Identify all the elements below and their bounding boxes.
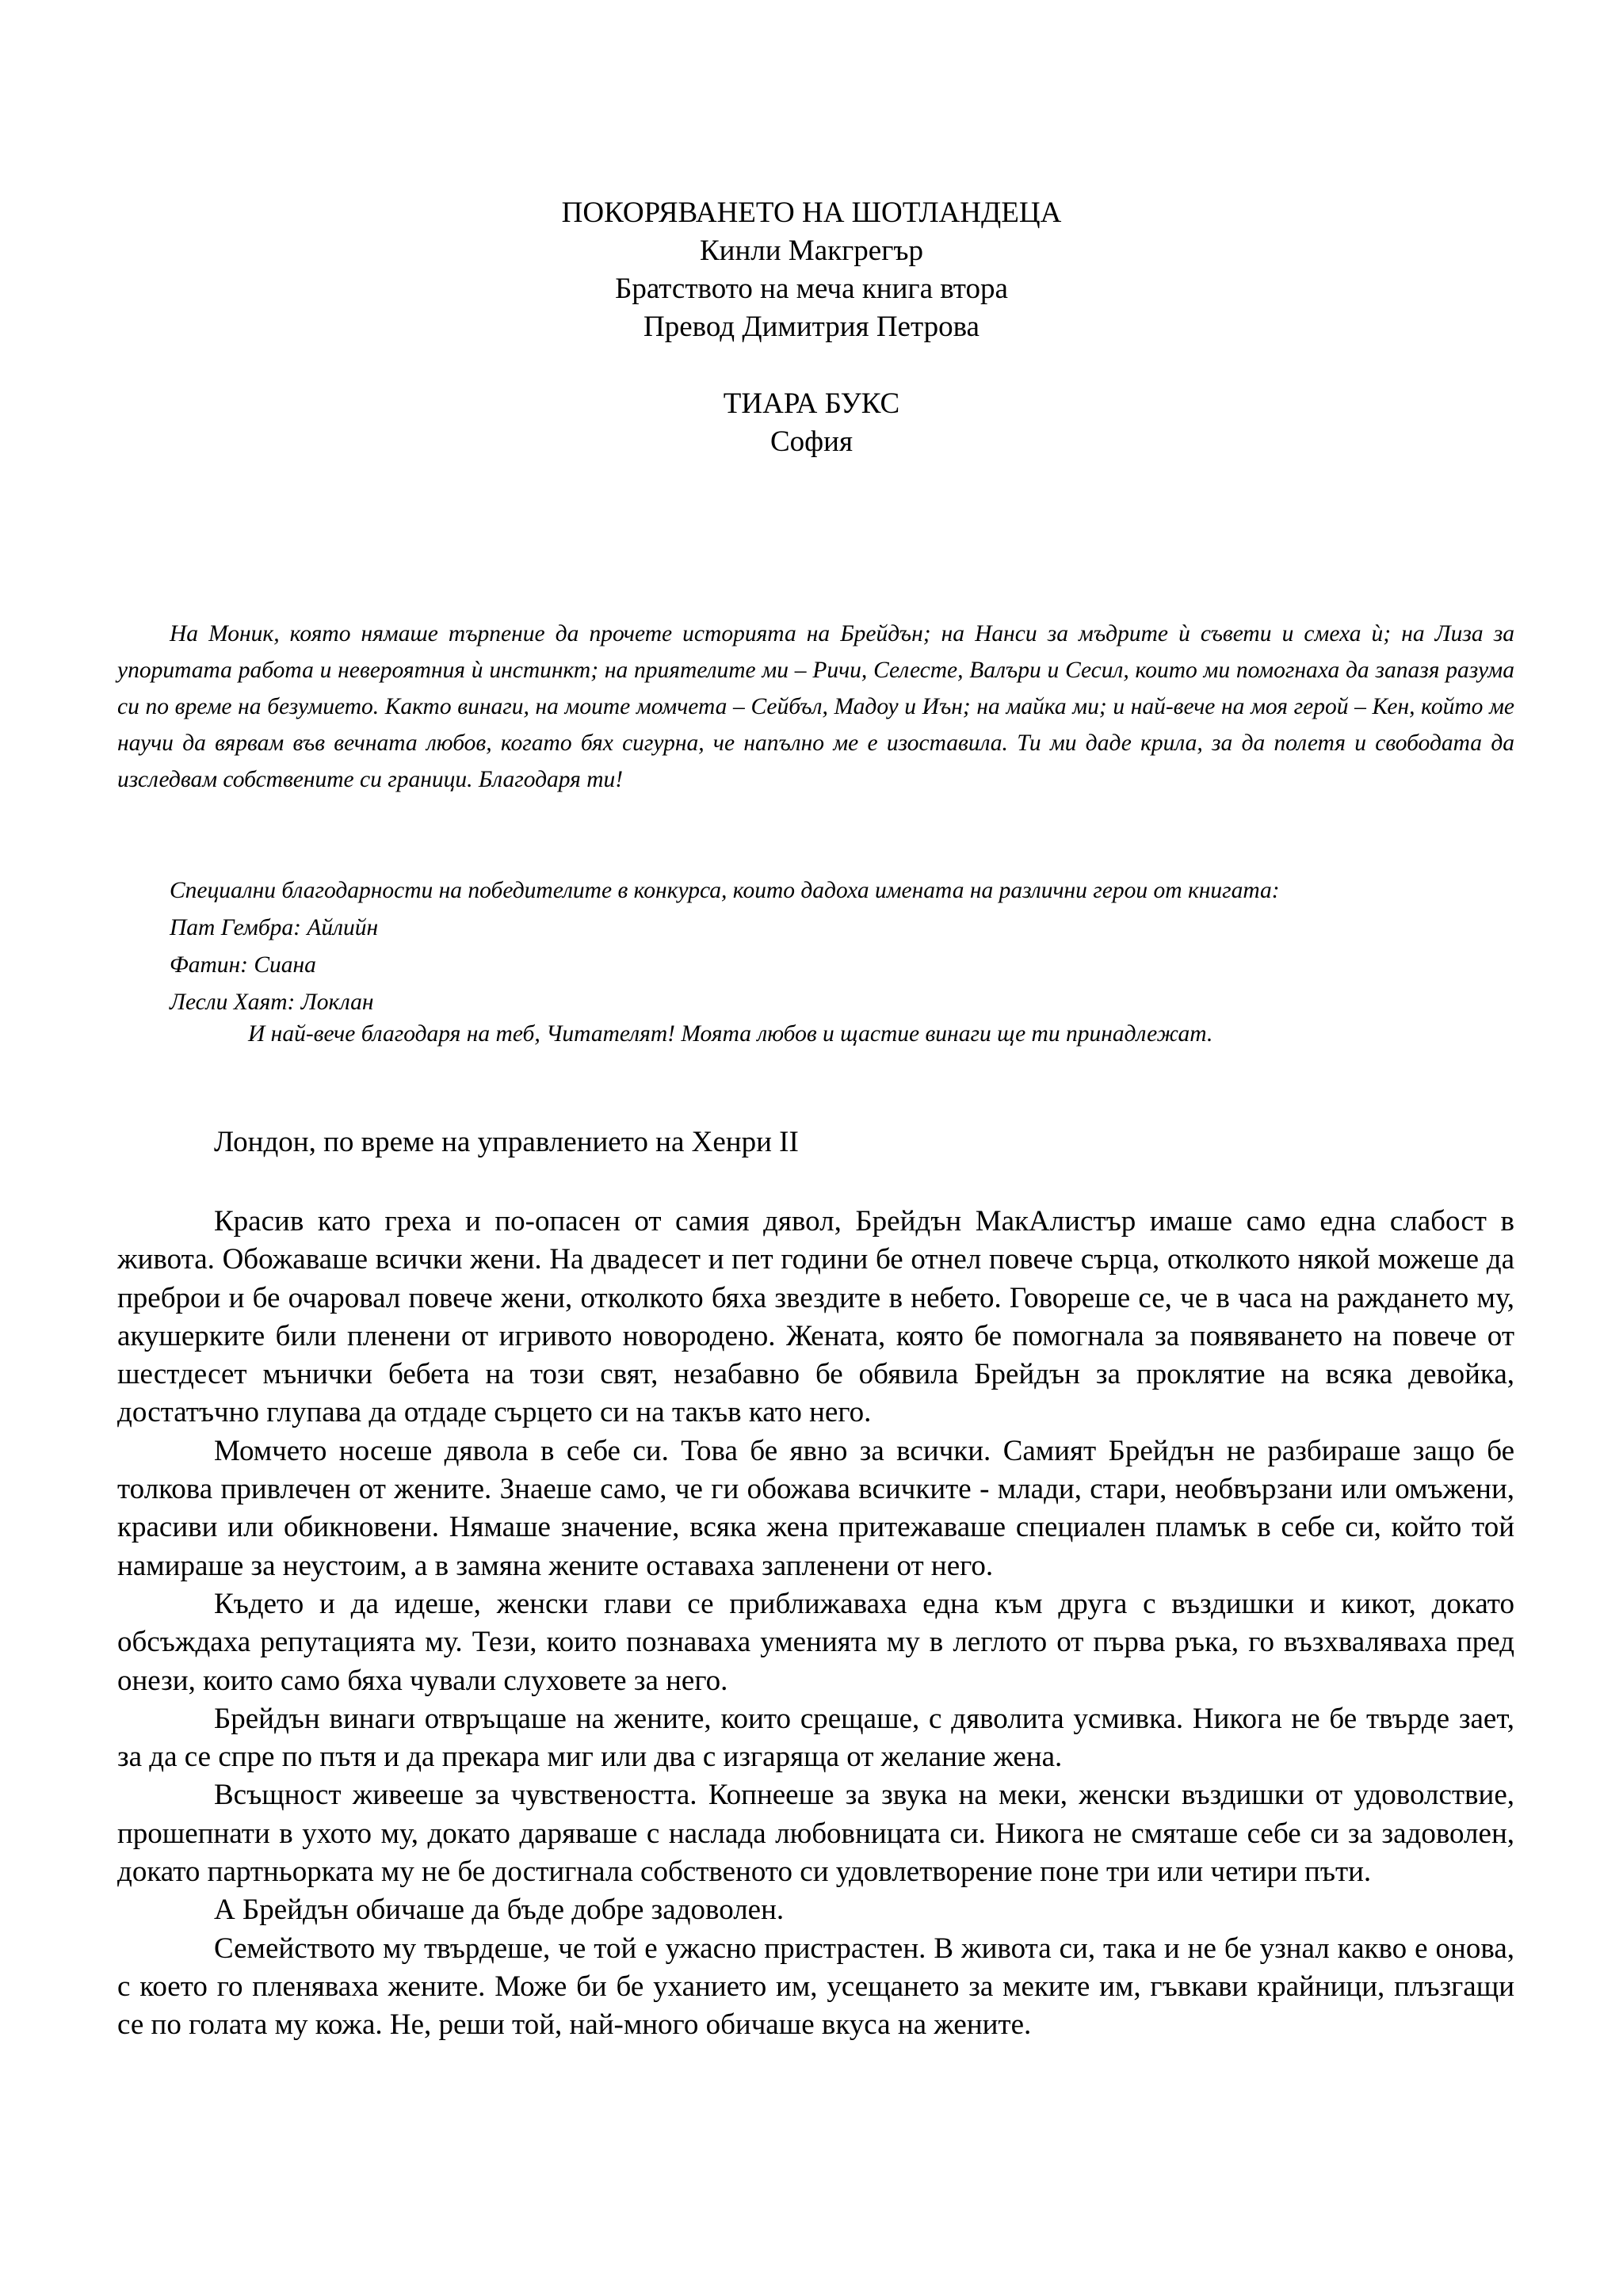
body-paragraph: А Брейдън обичаше да бъде добре задоволен. <box>214 1894 785 1927</box>
winner-item: Лесли Хаят: Локлан <box>170 990 374 1015</box>
title-block <box>0 194 1623 346</box>
body-paragraph: Всъщност живееше за чувствеността. Копнееше за звука на меки, женски въздишки от удоволствие, прошепнати в ухото му, докато даряваше с наслада любовницата си. Никога не смяташе себе си за задоволен, докато партньорката му не бе достигнала собственото си удовлетворение поне три или четири пъти. <box>117 1779 1514 1889</box>
book-author: Кинли Макгрегър <box>700 235 923 267</box>
body-paragraph: Където и да идеше, женски глави се приближаваха една към друга с въздишки и кикот, докато обсъждаха репутацията му. Тези, които познаваха уменията му в леглото от първа ръка, го възхваляваха пред онези, които само бяха чували слуховете за него. <box>117 1587 1514 1697</box>
publisher-name: ТИАРА БУКС <box>723 387 900 420</box>
winner-item: Фатин: Сиана <box>170 952 316 978</box>
body-paragraph: Брейдън винаги отвръщаше на жените, които срещаше, с дяволита усмивка. Никога не бе твърде зает, за да се спре по пътя и да прекара миг или два с изгаряща от желание жена. <box>117 1702 1514 1774</box>
book-title: ПОКОРЯВАНЕТО НА ШОТЛАНДЕЦА <box>561 196 1062 229</box>
winner-item: Пат Гембра: Айлийн <box>170 915 379 940</box>
body-paragraph: Семейството му твърдеше, че той е ужасно пристрастен. В живота си, така и не бе узнал какво е онова, с което го пленяваха жените. Може би бе уханието им, усещането за меките им, гъвкави крайници, плъзгащи се по голата му кожа. Не, реши той, най-много обичаше вкуса на жените. <box>117 1932 1514 2042</box>
book-translator: Превод Димитрия Петрова <box>643 311 980 343</box>
publisher-city: София <box>770 425 853 458</box>
chapter-setting: Лондон, по време на управлението на Хенри II <box>214 1126 799 1158</box>
chapter-body <box>117 1203 1514 2045</box>
acknowledgements-intro: Специални благодарности на победителите в конкурса, които дадоха имената на различни герои от книгата: <box>170 878 1280 903</box>
publisher-block <box>0 385 1623 461</box>
dedication: На Моник, която нямаше търпение да прочете историята на Брейдън; на Нанси за мъдрите ѝ съвети и смеха ѝ; на Лиза за упоритата работа и невероятния ѝ инстинкт; на приятелите ми – Ричи, Селесте, Валъри и Сесил, които ми помогнаха да запазя разума си по време на безумието. Както винаги, на моите момчета – Сейбъл, Мадоу и Иън; на майка ми; и най-вече на моя герой – Кен, който ме научи да вярвам във вечната любов, когато бях сигурна, че напълно ме е изоставила. Ти ми даде крила, за да полетя и свободата да изследвам собствените си граници. Благодаря ти! <box>117 621 1514 792</box>
book-series: Братството на меча книга втора <box>615 273 1008 305</box>
body-paragraph: Момчето носеше дявола в себе си. Това бе явно за всички. Самият Брейдън не разбираше защо бе толкова привлечен от жените. Знаеше само, че ги обожава всичките - млади, стари, необвързани или омъжени, красиви или обикновени. Нямаше значение, всяка жена притежаваше специален пламък в себе си, който той намираше за неустоим, а в замяна жените оставаха запленени от него. <box>117 1434 1514 1582</box>
body-paragraph: Красив като греха и по-опасен от самия дявол, Брейдън МакАлистър имаше само една слабост в живота. Обожаваше всички жени. На двадесет и пет години бе отнел повече сърца, отколкото някой можеше да преброи и бе очаровал повече жени, отколкото бяха звездите в небето. Говореше се, че в часа на раждането му, акушерките били пленени от игривото новородено. Жената, която бе помогнала за появяването на повече от шестдесет мънички бебета на този свят, незабавно бе обявила Брейдън за проклятие на всяка девойка, достатъчно глупава да отдаде сърцето си на такъв като него. <box>117 1205 1514 1429</box>
acknowledgements-closing: И най-вече благодаря на теб, Читателят! Моята любов и щастие винаги ще ти принадлежат. <box>248 1021 1213 1047</box>
